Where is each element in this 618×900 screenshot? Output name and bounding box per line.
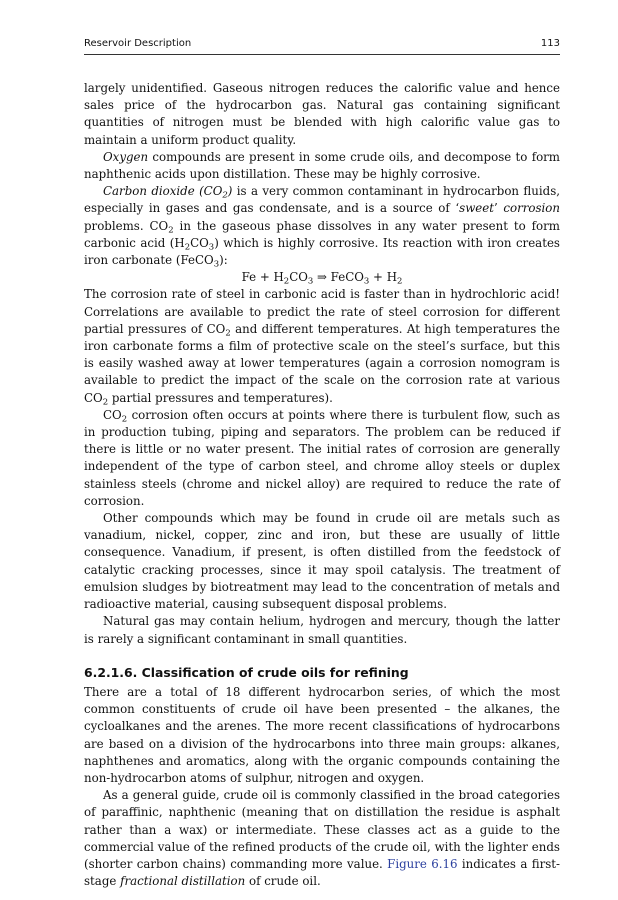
paragraph-natural-gas: Natural gas may contain helium, hydrogen and mercury, though the latter is rarely a significant contaminant in small quantities. bbox=[84, 614, 560, 646]
term-oxygen: Oxygen bbox=[103, 149, 149, 164]
paragraph-oxygen: Oxygen compounds are present in some crude oils, and decompose to form naphthenic acids upon distillation. These may be highly corrosive. bbox=[84, 149, 560, 182]
term-fractional-distillation: fractional distillation bbox=[120, 874, 246, 889]
running-title: Reservoir Description bbox=[84, 38, 192, 49]
paragraph-carbon-dioxide: Carbon dioxide $(CO_2)$ is a very common contaminant in hydrocarbon fluids, especially in gases and gas condensate, and is a source of ‘sweet’ corrosion problems. $CO_2$ in the gaseous phase dissolves in any water present to form carbonic acid $(H_2CO_3)$ which is highly corrosive. Its reaction with iron creates iron carbonate (FeCO$_3$): bbox=[84, 184, 561, 270]
paragraph-classification: As a general guide, crude oil is commonly classified in the broad categories of paraffinic, naphthenic (meaning that on distillation the residue is asphalt rather than a wax) or intermediate. These classes act as a guide to the commercial value of the refined products of the crude oil, with the lighter ends (shorter carbon chains) commanding more value. Figure 6.16 indicates a first-stage fractional distillation of crude oil. bbox=[84, 788, 560, 889]
paragraph-hydrocarbon-series: There are a total of 18 different hydrocarbon series, of which the most common constituents of crude oil have been presented – the alkanes, the cycloalkanes and the arenes. The more recent classifications of hydrocarbons are based on a division of the hydrocarbons into three main groups: alkanes, naphthenes and aromatics, along with the organic compounds containing the non-hydrocarbon atoms of sulphur, nitrogen and oxygen. bbox=[84, 684, 560, 785]
header-rule bbox=[84, 54, 560, 55]
paragraph-corrosion-rate: The corrosion rate of steel in carbonic acid is faster than in hydrochloric acid! Correlations are available to predict the rate of steel corrosion for different partial pressures of $CO_2$ and different temperatures. At high temperatures the iron carbonate forms a film of protective scale on the steel’s surface, but this is easily washed away at lower temperatures (again a corrosion nomogram is available to predict the impact of the scale on the corrosion rate at various $CO_2$ partial pressures and temperatures). bbox=[84, 287, 560, 408]
term-carbon-dioxide: Carbon dioxide $(CO_2)$ bbox=[103, 184, 233, 201]
body-text bbox=[84, 80, 560, 890]
page-number: 113 bbox=[540, 38, 560, 49]
figure-link[interactable]: Figure 6.16 bbox=[387, 856, 458, 871]
section-heading: 6.2.1.6. Classification of crude oils for refining bbox=[84, 664, 409, 680]
term-sweet: sweet bbox=[459, 201, 495, 216]
term-corrosion: corrosion bbox=[503, 201, 561, 216]
paragraph-metals: Other compounds which may be found in crude oil are metals such as vanadium, nickel, copper, zinc and iron, but these are usually of little consequence. Vanadium, if present, is often distilled from the feedstock of catalytic cracking processes, since it may spoil catalysis. The treatment of emulsion sludges by biotreatment may lead to the concentration of metals and radioactive material, causing subsequent disposal problems. bbox=[84, 511, 560, 612]
running-head bbox=[84, 38, 560, 49]
paragraph-nitrogen: largely unidentified. Gaseous nitrogen reduces the calorific value and hence sales price of the hydrocarbon gas. Natural gas containing significant quantities of nitrogen must be blended with high calorific value gas to maintain a uniform product quality. bbox=[84, 81, 560, 147]
chemical-equation: $Fe + H_2CO_3$ ⇒ FeCO$_3$ + $H_2$ bbox=[241, 270, 403, 287]
paragraph-co2-corrosion: $CO_2$ corrosion often occurs at points where there is turbulent flow, such as in production tubing, piping and separators. The problem can be reduced if there is little or no water present. The initial rates of corrosion are generally independent of the type of carbon steel, and chrome alloy steels or duplex stainless steels (chrome and nickel alloy) are required to reduce the rate of corrosion. bbox=[84, 407, 560, 508]
